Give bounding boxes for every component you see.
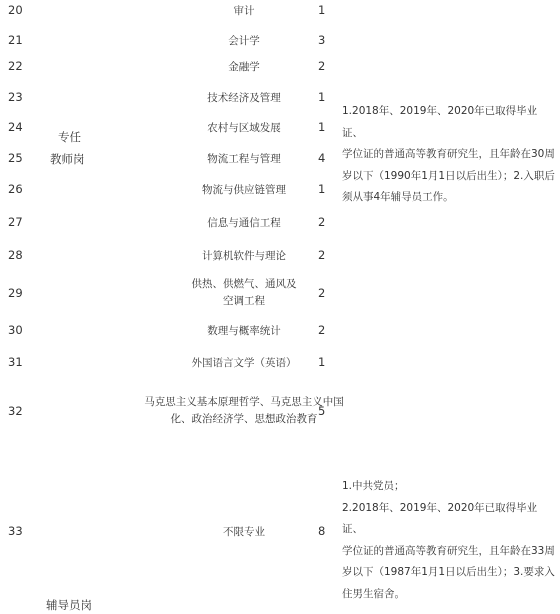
requirement-line: 1.2018年、2019年、2020年已取得毕业证、	[342, 105, 538, 139]
requirement-line: 学位证的普通高等教育研究生，且年龄在30周	[342, 148, 555, 160]
major-cell: 技术经济及管理	[207, 92, 281, 104]
count-cell: 4	[318, 151, 326, 165]
row-number: 26	[8, 182, 23, 196]
major-cell: 金融学	[228, 61, 260, 73]
row-number: 28	[8, 248, 23, 262]
major-cell: 审计	[233, 5, 255, 17]
count-cell: 5	[318, 404, 326, 418]
count-cell: 2	[318, 286, 326, 300]
major-line: 化、政治经济学、思想政治教育	[170, 413, 318, 425]
requirements-counselor	[342, 476, 556, 605]
requirement-line: 2.2018年、2019年、2020年已取得毕业证、	[342, 501, 538, 535]
major-cell: 物流与供应链管理	[202, 184, 286, 196]
row-number: 24	[8, 120, 23, 134]
row-number: 23	[8, 90, 23, 104]
row-number: 31	[8, 355, 23, 369]
row-number: 27	[8, 215, 23, 229]
major-cell: 物流工程与管理	[207, 153, 281, 165]
major-cell: 外国语言文学（英语）	[191, 357, 297, 369]
count-cell: 2	[318, 59, 326, 73]
major-cell	[149, 276, 339, 310]
row-number: 20	[8, 3, 23, 17]
category-teacher-line1: 专任	[58, 130, 81, 144]
major-cell	[124, 394, 364, 428]
count-cell: 1	[318, 182, 326, 196]
count-cell: 3	[318, 33, 326, 47]
count-cell: 2	[318, 215, 326, 229]
count-cell: 2	[318, 323, 326, 337]
requirement-line: 1.中共党员；	[342, 480, 405, 492]
major-line: 马克思主义基本原理哲学、马克思主义中国	[144, 396, 344, 408]
major-cell: 会计学	[228, 35, 260, 47]
count-cell: 2	[318, 248, 326, 262]
row-number: 33	[8, 524, 23, 538]
major-cell: 信息与通信工程	[207, 217, 281, 229]
row-number: 25	[8, 151, 23, 165]
row-number: 32	[8, 404, 23, 418]
requirement-line: 岁以下（1990年1月1日以后出生）；2.入职后	[342, 169, 555, 182]
requirement-line: 住男生宿舍。	[342, 587, 405, 600]
row-number: 30	[8, 323, 23, 337]
count-cell: 1	[318, 3, 326, 17]
major-cell: 农村与区域发展	[207, 122, 281, 134]
category-teacher-line2: 教师岗	[50, 152, 85, 166]
count-cell: 1	[318, 90, 326, 104]
major-cell: 计算机软件与理论	[202, 250, 286, 262]
major-line: 空调工程	[223, 295, 265, 307]
count-cell: 1	[318, 120, 326, 134]
row-number: 29	[8, 286, 23, 300]
requirement-line: 岁以下（1987年1月1日以后出生）；3.要求入	[342, 566, 555, 578]
row-number: 22	[8, 59, 23, 73]
requirement-line: 学位证的普通高等教育研究生，且年龄在33周	[342, 544, 555, 557]
requirement-line: 须从事4年辅导员工作。	[342, 191, 454, 203]
category-counselor: 辅导员岗	[46, 598, 92, 612]
count-cell: 1	[318, 355, 326, 369]
requirements-teacher	[342, 101, 556, 209]
row-number: 21	[8, 33, 23, 47]
major-cell: 不限专业	[223, 526, 265, 538]
count-cell: 8	[318, 524, 326, 538]
major-line: 供热、供燃气、通风及	[191, 278, 297, 290]
major-cell: 数理与概率统计	[207, 325, 281, 337]
